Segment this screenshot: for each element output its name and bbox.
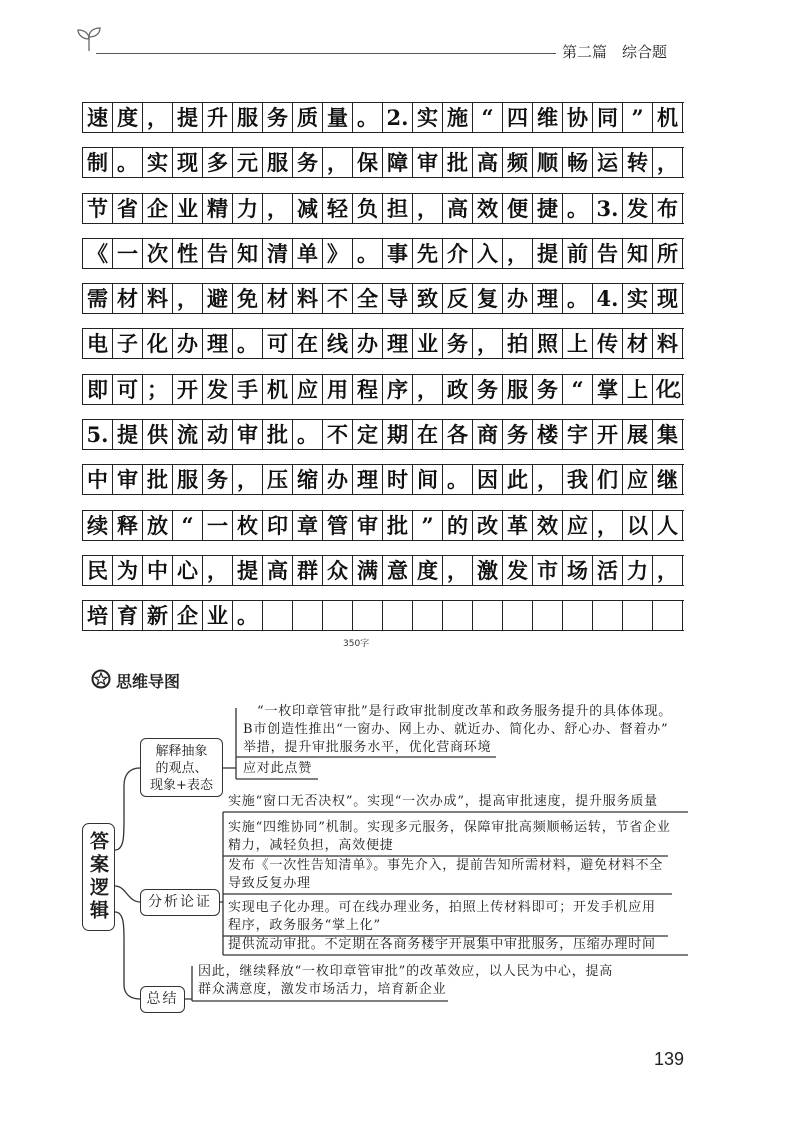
leaf-line: 群众满意度，激发市场活力，培育新企业 (198, 982, 447, 997)
grid-cell: ” (623, 103, 653, 132)
leaf-line: 提供流动审批。不定期在各商务楼宇开展集中审批服务，压缩办理时间 (228, 937, 656, 952)
grid-cell: 维 (533, 103, 563, 132)
grid-cell: 商 (473, 420, 503, 449)
grid-cell: 不 (323, 420, 353, 449)
grid-cell: 发 (203, 375, 233, 404)
leaf-line: 精力，减轻负担，高效便捷 (228, 838, 394, 853)
grid-cell: 高 (263, 556, 293, 585)
grid-cell: 印 (263, 511, 293, 540)
grid-cell: 导 (383, 284, 413, 313)
grid-cell: 务 (473, 375, 503, 404)
grid-cell: 3. (593, 194, 623, 223)
word-count-label: 350字 (343, 639, 370, 649)
grid-cell: 我 (563, 465, 593, 494)
grid-cell: 服 (503, 375, 533, 404)
grid-cell: 业 (413, 329, 443, 358)
grid-cell: 育 (113, 601, 143, 630)
grid-cell: 激 (473, 556, 503, 585)
grid-cell: 应 (293, 375, 323, 404)
grid-row (82, 238, 684, 269)
grid-row (82, 102, 684, 133)
grid-cell: 的 (443, 511, 473, 540)
grid-cell: 以 (623, 511, 653, 540)
grid-cell: 场 (563, 556, 593, 585)
leaf-line: 程序，政务服务“掌上化” (228, 918, 381, 933)
grid-cell: 提 (113, 420, 143, 449)
grid-cell: 发 (503, 556, 533, 585)
grid-cell: 量 (323, 103, 353, 132)
grid-cell: 继 (653, 465, 683, 494)
grid-cell: 可 (113, 375, 143, 404)
grid-cell: 审 (413, 148, 443, 177)
grid-cell: 时 (383, 465, 413, 494)
grid-cell: 负 (353, 194, 383, 223)
grid-cell: 》 (323, 239, 353, 268)
grid-cell: 知 (233, 239, 263, 268)
grid-cell: 改 (473, 511, 503, 540)
grid-cell: ” (413, 511, 443, 540)
grid-cell (533, 601, 563, 630)
grid-row (82, 147, 684, 178)
grid-cell: 《 (83, 239, 113, 268)
grid-cell: 高 (443, 194, 473, 223)
grid-cell: 告 (203, 239, 233, 268)
grid-row (82, 283, 684, 314)
grid-cell: 次 (143, 239, 173, 268)
grid-cell: 协 (563, 103, 593, 132)
grid-cell: 捷 (533, 194, 563, 223)
grid-cell: ， (653, 556, 683, 585)
branch-label-line: 解释抽象 (155, 744, 208, 759)
grid-row (82, 464, 684, 495)
grid-cell: 批 (263, 420, 293, 449)
grid-cell: 应 (563, 511, 593, 540)
grid-cell: 畅 (563, 148, 593, 177)
grid-cell: 实 (623, 284, 653, 313)
grid-cell: 审 (353, 511, 383, 540)
grid-cell: 电 (83, 329, 113, 358)
grid-cell: 可 (263, 329, 293, 358)
grid-cell: 告 (593, 239, 623, 268)
grid-cell: 展 (623, 420, 653, 449)
grid-cell: 活 (593, 556, 623, 585)
grid-cell: 。 (443, 465, 473, 494)
mind-map-root (82, 823, 115, 931)
grid-cell: 频 (503, 148, 533, 177)
grid-cell: 即 (83, 375, 113, 404)
grid-cell: 5. (83, 420, 113, 449)
connector-root-to-branch-3 (115, 912, 140, 999)
grid-cell (413, 601, 443, 630)
grid-cell: 全 (353, 284, 383, 313)
grid-cell: 。 (233, 601, 263, 630)
grid-cell: 务 (443, 329, 473, 358)
grid-cell: 革 (503, 511, 533, 540)
leaf-analysis-3 (228, 857, 663, 893)
grid-cell: 服 (233, 103, 263, 132)
star-badge-icon (91, 669, 111, 689)
connector-root-to-branch-2 (115, 886, 140, 902)
grid-cell: 力 (233, 194, 263, 223)
grid-cell: 先 (413, 239, 443, 268)
mind-map-heading: 思维导图 (116, 672, 181, 691)
grid-cell: 用 (323, 375, 353, 404)
grid-cell: 材 (113, 284, 143, 313)
grid-cell: 企 (173, 601, 203, 630)
grid-cell: 应 (623, 465, 653, 494)
grid-cell: 群 (293, 556, 323, 585)
grid-cell: 制 (83, 148, 113, 177)
grid-cell: 服 (263, 148, 293, 177)
grid-cell: 。 (353, 239, 383, 268)
sprout-icon (75, 26, 103, 52)
grid-row (82, 328, 684, 359)
grid-cell: 四 (503, 103, 533, 132)
leaf-line: 举措，提升审批服务水平，优化营商环境 (243, 740, 492, 755)
grid-cell: ， (173, 284, 203, 313)
grid-cell: 化 (143, 329, 173, 358)
grid-cell: 因 (473, 465, 503, 494)
grid-cell: ， (143, 103, 173, 132)
section-title: 第二篇 综合题 (562, 43, 668, 61)
grid-cell: 务 (533, 375, 563, 404)
grid-cell: 运 (593, 148, 623, 177)
grid-cell: 性 (173, 239, 203, 268)
grid-cell: 。 (353, 103, 383, 132)
grid-cell: ， (533, 465, 563, 494)
grid-cell: 材 (263, 284, 293, 313)
grid-cell: 压 (263, 465, 293, 494)
grid-cell: 枚 (233, 511, 263, 540)
grid-cell: 材 (623, 329, 653, 358)
grid-cell: 业 (173, 194, 203, 223)
grid-cell: 办 (503, 284, 533, 313)
grid-cell: 现 (653, 284, 683, 313)
grid-cell: 续 (83, 511, 113, 540)
leaf-line: 发布《一次性告知清单》。事先介入，提前告知所需材料，避免材料不全 (228, 858, 664, 873)
grid-cell: 各 (443, 420, 473, 449)
grid-row (82, 193, 684, 224)
grid-cell: 人 (653, 511, 683, 540)
grid-cell: 市 (533, 556, 563, 585)
root-label: 答案逻辑 (87, 831, 109, 923)
grid-cell: 办 (353, 329, 383, 358)
grid-cell (443, 601, 473, 630)
grid-cell: 力 (623, 556, 653, 585)
grid-row (82, 510, 684, 541)
grid-cell: 动 (203, 420, 233, 449)
grid-cell: 政 (443, 375, 473, 404)
grid-cell: ； (143, 375, 173, 404)
leaf-line: 导致反复办理 (228, 876, 311, 891)
grid-cell: “ (473, 103, 503, 132)
grid-cell: ， (203, 556, 233, 585)
grid-cell: 们 (593, 465, 623, 494)
grid-cell: 料 (653, 329, 683, 358)
grid-cell: 中 (143, 556, 173, 585)
grid-cell: 线 (323, 329, 353, 358)
grid-cell: 免 (233, 284, 263, 313)
grid-cell: 节 (83, 194, 113, 223)
grid-cell: ， (653, 148, 683, 177)
grid-cell (383, 601, 413, 630)
grid-cell: 在 (413, 420, 443, 449)
grid-cell: “ (563, 375, 593, 404)
grid-cell (353, 601, 383, 630)
grid-cell: 手 (233, 375, 263, 404)
leaf-line: “一枚印章管审批”是行政审批制度改革和政务服务提升的具体体现。 (257, 704, 673, 719)
grid-cell: 提 (233, 556, 263, 585)
grid-cell: 缩 (293, 465, 323, 494)
grid-cell: 。 (563, 194, 593, 223)
grid-cell: 开 (173, 375, 203, 404)
grid-cell (263, 601, 293, 630)
grid-cell: 不 (323, 284, 353, 313)
leaf-line: 实现电子化办理。可在线办理业务，拍照上传材料即可；开发手机应用 (228, 900, 656, 915)
grid-cell: 实 (413, 103, 443, 132)
grid-cell: 担 (383, 194, 413, 223)
grid-cell: 审 (113, 465, 143, 494)
grid-cell: 。 (113, 148, 143, 177)
grid-cell: 单 (293, 239, 323, 268)
connector-branch-1-stem (223, 708, 236, 779)
grid-cell: 提 (533, 239, 563, 268)
grid-cell (323, 601, 353, 630)
grid-cell (593, 601, 623, 630)
grid-cell: ， (443, 556, 473, 585)
connector-root-to-branch-1 (115, 768, 140, 850)
grid-cell: 所 (653, 239, 683, 268)
grid-cell: ， (323, 148, 353, 177)
leaf-line: 因此，继续释放“一枚印章管审批”的改革效应，以人民为中心，提高 (198, 964, 614, 979)
grid-cell: 理 (383, 329, 413, 358)
grid-cell: 子 (113, 329, 143, 358)
grid-cell: 在 (293, 329, 323, 358)
grid-cell: 流 (173, 420, 203, 449)
grid-cell: 序 (383, 375, 413, 404)
grid-row (82, 374, 687, 405)
grid-cell: ， (473, 329, 503, 358)
grid-cell (653, 601, 683, 630)
grid-row (82, 555, 684, 586)
grid-cell: 业 (203, 601, 233, 630)
grid-cell: ， (593, 511, 623, 540)
grid-cell: 为 (113, 556, 143, 585)
grid-cell: 务 (203, 465, 233, 494)
grid-cell: 提 (173, 103, 203, 132)
grid-cell: 化”。 (653, 375, 683, 404)
grid-cell: 培 (83, 601, 113, 630)
grid-cell: 。 (563, 284, 593, 313)
grid-cell: 集 (653, 420, 683, 449)
grid-cell: 务 (263, 103, 293, 132)
grid-cell: 一 (113, 239, 143, 268)
grid-cell (293, 601, 323, 630)
grid-cell: 批 (443, 148, 473, 177)
grid-cell: 布 (653, 194, 683, 223)
connector-branch-2-stem (220, 812, 223, 955)
grid-cell: 效 (473, 194, 503, 223)
grid-cell: 批 (143, 465, 173, 494)
grid-cell: 章 (293, 511, 323, 540)
grid-cell: 定 (353, 420, 383, 449)
grid-cell: ， (413, 194, 443, 223)
grid-cell: 减 (293, 194, 323, 223)
grid-cell: 同 (593, 103, 623, 132)
grid-cell: 理 (533, 284, 563, 313)
grid-cell: ， (503, 239, 533, 268)
grid-cell: 此 (503, 465, 533, 494)
header-rule (96, 53, 556, 54)
grid-cell: 元 (233, 148, 263, 177)
grid-cell: 放 (143, 511, 173, 540)
grid-cell: 意 (383, 556, 413, 585)
grid-cell: 需 (83, 284, 113, 313)
grid-cell: 便 (503, 194, 533, 223)
grid-cell: 升 (203, 103, 233, 132)
grid-cell: 理 (203, 329, 233, 358)
grid-cell: 管 (323, 511, 353, 540)
leaf-analysis-5 (228, 936, 656, 954)
grid-cell: 办 (173, 329, 203, 358)
branch-node-summary (140, 986, 185, 1013)
grid-cell: 期 (383, 420, 413, 449)
grid-cell: 一 (203, 511, 233, 540)
grid-cell (623, 601, 653, 630)
grid-cell: 。 (233, 329, 263, 358)
grid-cell: 拍 (503, 329, 533, 358)
grid-cell: 保 (353, 148, 383, 177)
grid-cell: 避 (203, 284, 233, 313)
grid-cell: 理 (353, 465, 383, 494)
branch-node-explain (140, 738, 223, 797)
grid-cell: 4. (593, 284, 623, 313)
leaf-analysis-2 (228, 819, 671, 855)
grid-cell: 审 (233, 420, 263, 449)
page-number: 139 (654, 1049, 685, 1069)
leaf-analysis-1 (228, 793, 658, 811)
grid-cell: 2. (383, 103, 413, 132)
grid-cell: 复 (473, 284, 503, 313)
grid-cell: 企 (143, 194, 173, 223)
grid-cell: 障 (383, 148, 413, 177)
grid-cell: 度 (413, 556, 443, 585)
branch-node-analysis (140, 889, 220, 916)
grid-cell: 掌 (593, 375, 623, 404)
grid-cell: ， (233, 465, 263, 494)
grid-cell: 服 (173, 465, 203, 494)
grid-cell (503, 601, 533, 630)
grid-cell: 前 (563, 239, 593, 268)
grid-cell: 宇 (563, 420, 593, 449)
grid-cell (563, 601, 593, 630)
grid-row (82, 419, 684, 450)
grid-cell: 清 (263, 239, 293, 268)
grid-cell: 轻 (323, 194, 353, 223)
grid-cell: 事 (383, 239, 413, 268)
branch-label-line: 分析论证 (148, 894, 212, 910)
branch-label-line: 现象+表态 (150, 778, 213, 793)
grid-cell: 批 (383, 511, 413, 540)
grid-cell: 办 (323, 465, 353, 494)
grid-cell: 供 (143, 420, 173, 449)
leaf-line: 实施“四维协同”机制。实现多元服务，保障审批高频顺畅运转，节省企业 (228, 820, 671, 835)
grid-cell: 速 (83, 103, 113, 132)
grid-cell: 开 (593, 420, 623, 449)
branch-label-line: 总结 (146, 991, 179, 1007)
grid-cell: 多 (203, 148, 233, 177)
grid-cell (473, 601, 503, 630)
grid-cell: “ (173, 511, 203, 540)
grid-cell: 。 (293, 420, 323, 449)
connector-branch-3-stem (185, 966, 192, 1001)
leaf-line: 应对此点赞 (243, 761, 313, 776)
leaf-explain-stance (243, 760, 312, 778)
leaf-summary (198, 963, 613, 999)
grid-cell: 高 (473, 148, 503, 177)
grid-cell: 发 (623, 194, 653, 223)
grid-cell: 省 (113, 194, 143, 223)
grid-cell: ， (263, 194, 293, 223)
grid-cell: 间 (413, 465, 443, 494)
grid-cell: 入 (473, 239, 503, 268)
grid-cell: 机 (263, 375, 293, 404)
leaf-analysis-4 (228, 899, 656, 935)
grid-cell: 务 (293, 148, 323, 177)
grid-cell: 度 (113, 103, 143, 132)
grid-cell: 施 (443, 103, 473, 132)
grid-cell: 众 (323, 556, 353, 585)
grid-cell: 心 (173, 556, 203, 585)
grid-cell: 质 (293, 103, 323, 132)
grid-cell: 上 (623, 375, 653, 404)
grid-cell: 料 (293, 284, 323, 313)
grid-cell: 现 (173, 148, 203, 177)
grid-cell: 中 (83, 465, 113, 494)
grid-cell: 知 (623, 239, 653, 268)
grid-cell: 上 (563, 329, 593, 358)
branch-label-line: 的观点、 (155, 761, 208, 776)
grid-cell: 转 (623, 148, 653, 177)
grid-cell: 反 (443, 284, 473, 313)
grid-cell: 满 (353, 556, 383, 585)
grid-cell: 传 (593, 329, 623, 358)
grid-cell: 释 (113, 511, 143, 540)
grid-cell: 机 (653, 103, 683, 132)
answer-grid (82, 102, 687, 646)
leaf-explain-background (243, 703, 672, 757)
leaf-line: 实施“窗口无否决权”。实现“一次办成”，提高审批速度，提升服务质量 (228, 794, 658, 809)
grid-cell: 程 (353, 375, 383, 404)
grid-cell: 新 (143, 601, 173, 630)
leaf-line: B市创造性推出“一窗办、网上办、就近办、简化办、舒心办、督着办” (243, 722, 669, 737)
grid-cell: 民 (83, 556, 113, 585)
grid-cell: 精 (203, 194, 233, 223)
grid-cell: 致 (413, 284, 443, 313)
grid-cell: 实 (143, 148, 173, 177)
grid-cell: 料 (143, 284, 173, 313)
grid-row (82, 600, 684, 631)
grid-cell: 楼 (533, 420, 563, 449)
grid-cell: 照 (533, 329, 563, 358)
grid-cell: 介 (443, 239, 473, 268)
grid-cell: ， (413, 375, 443, 404)
grid-cell: 务 (503, 420, 533, 449)
grid-cell: 顺 (533, 148, 563, 177)
grid-cell: 效 (533, 511, 563, 540)
